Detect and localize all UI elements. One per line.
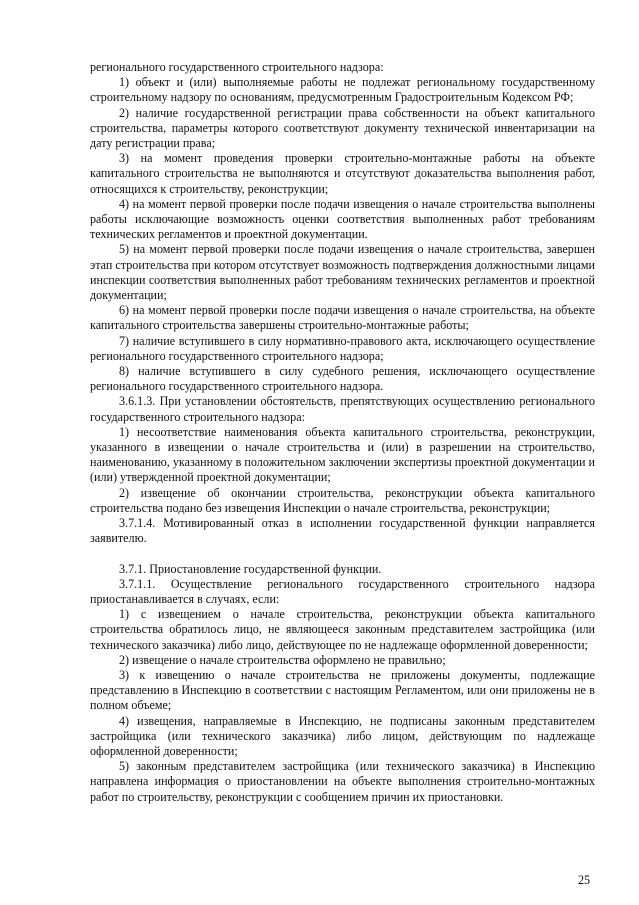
- paragraph-item-2: 2) наличие государственной регистрации права собственности на объект капитального строительства, параметры которого соответствуют документу технической инвентаризации на дату регистрации права;: [90, 105, 595, 151]
- paragraph-item-8: 8) наличие вступившего в силу судебного решения, исключающего осуществление регионального государственного строительного надзора.: [90, 364, 595, 394]
- paragraph-item-3: 3) на момент проведения проверки строительно-монтажные работы на объекте капитального строительства не выполняются и отсутствуют доказательства выполнения работ, относящихся к строительству, реконструкции;: [90, 151, 595, 196]
- paragraph-section-3-7-1-4: 3.7.1.4. Мотивированный отказ в исполнении государственной функции направляется заявителю.: [90, 516, 595, 546]
- page-number: 25: [578, 873, 591, 887]
- paragraph-suspension-5: 5) законным представителем застройщика (или технического заказчика) в Инспекцию направлена информация о приостановлении на объекте выполнения строительно-монтажных работ по строительству, реконструкции с сообщением причин их приостановки.: [90, 759, 595, 804]
- paragraph-section-3-7-1: 3.7.1. Приостановление государственной функции.: [119, 561, 382, 576]
- paragraph-suspension-3: 3) к извещению о начале строительства не приложены документы, подлежащие представлению в Инспекцию в соответствии с настоящим Регламентом, или они приложены не в полном объеме;: [90, 667, 595, 713]
- paragraph-item-6: 6) на момент первой проверки после подачи извещения о начале строительства, на объекте капитального строительства завершены строительно-монтажные работы;: [90, 303, 595, 333]
- document-body: [90, 60, 595, 805]
- paragraph-section-3-6-1-3: 3.6.1.3. При установлении обстоятельств, препятствующих осуществлению регионального государственного строительного надзора:: [90, 394, 595, 424]
- paragraph-suspension-2: 2) извещение о начале строительства оформлено не правильно;: [119, 652, 446, 667]
- paragraph-item-1: 1) объект и (или) выполняемые работы не подлежат региональному государственному строительному надзору по основаниям, предусмотренным Градостроительным Кодексом РФ;: [90, 75, 595, 105]
- paragraph-obstacle-2: 2) извещение об окончании строительства, реконструкции объекта капитального строительства подано без извещения Инспекции о начале строительства, реконструкции;: [90, 485, 595, 515]
- paragraph-suspension-1: 1) с извещением о начале строительства, реконструкции объекта капитального строительства обратилось лицо, не являющееся законным представителем застройщика (или технического заказчика) либо лицо, действующее по не надлежаще оформленной доверенности;: [90, 607, 595, 652]
- paragraph-intro: регионального государственного строительного надзора:: [90, 60, 384, 74]
- paragraph-section-3-7-1-1: 3.7.1.1. Осуществление регионального государственного строительного надзора приостанавливается в случаях, если:: [90, 576, 595, 606]
- paragraph-suspension-4: 4) извещения, направляемые в Инспекцию, не подписаны законным представителем застройщика (или технического заказчика) либо лицом, действующим по надлежаще оформленной доверенности;: [90, 713, 595, 758]
- paragraph-item-5: 5) на момент первой проверки после подачи извещения о начале строительства, завершен этап строительства при котором отсутствует возможность подтверждения должностными лицами инспекции соответствия выполненных работ требованиям технических регламентов и проектной документации;: [90, 242, 595, 303]
- paragraph-item-4: 4) на момент первой проверки после подачи извещения о начале строительства выполнены работы исключающие возможность оценки соответствия выполненных работ требованиям технических регламентов и проектной документации.: [90, 196, 595, 242]
- paragraph-item-7: 7) наличие вступившего в силу нормативно-правового акта, исключающего осуществление регионального государственного строительного надзора;: [90, 333, 595, 363]
- paragraph-obstacle-1: 1) несоответствие наименования объекта капитального строительства, реконструкции, указанного в извещении о начале строительства и (или) в разрешении на строительство, наименованию, указанному в положительном заключении экспертизы проектной документации и (или) утвержденной проектной документации;: [90, 424, 595, 485]
